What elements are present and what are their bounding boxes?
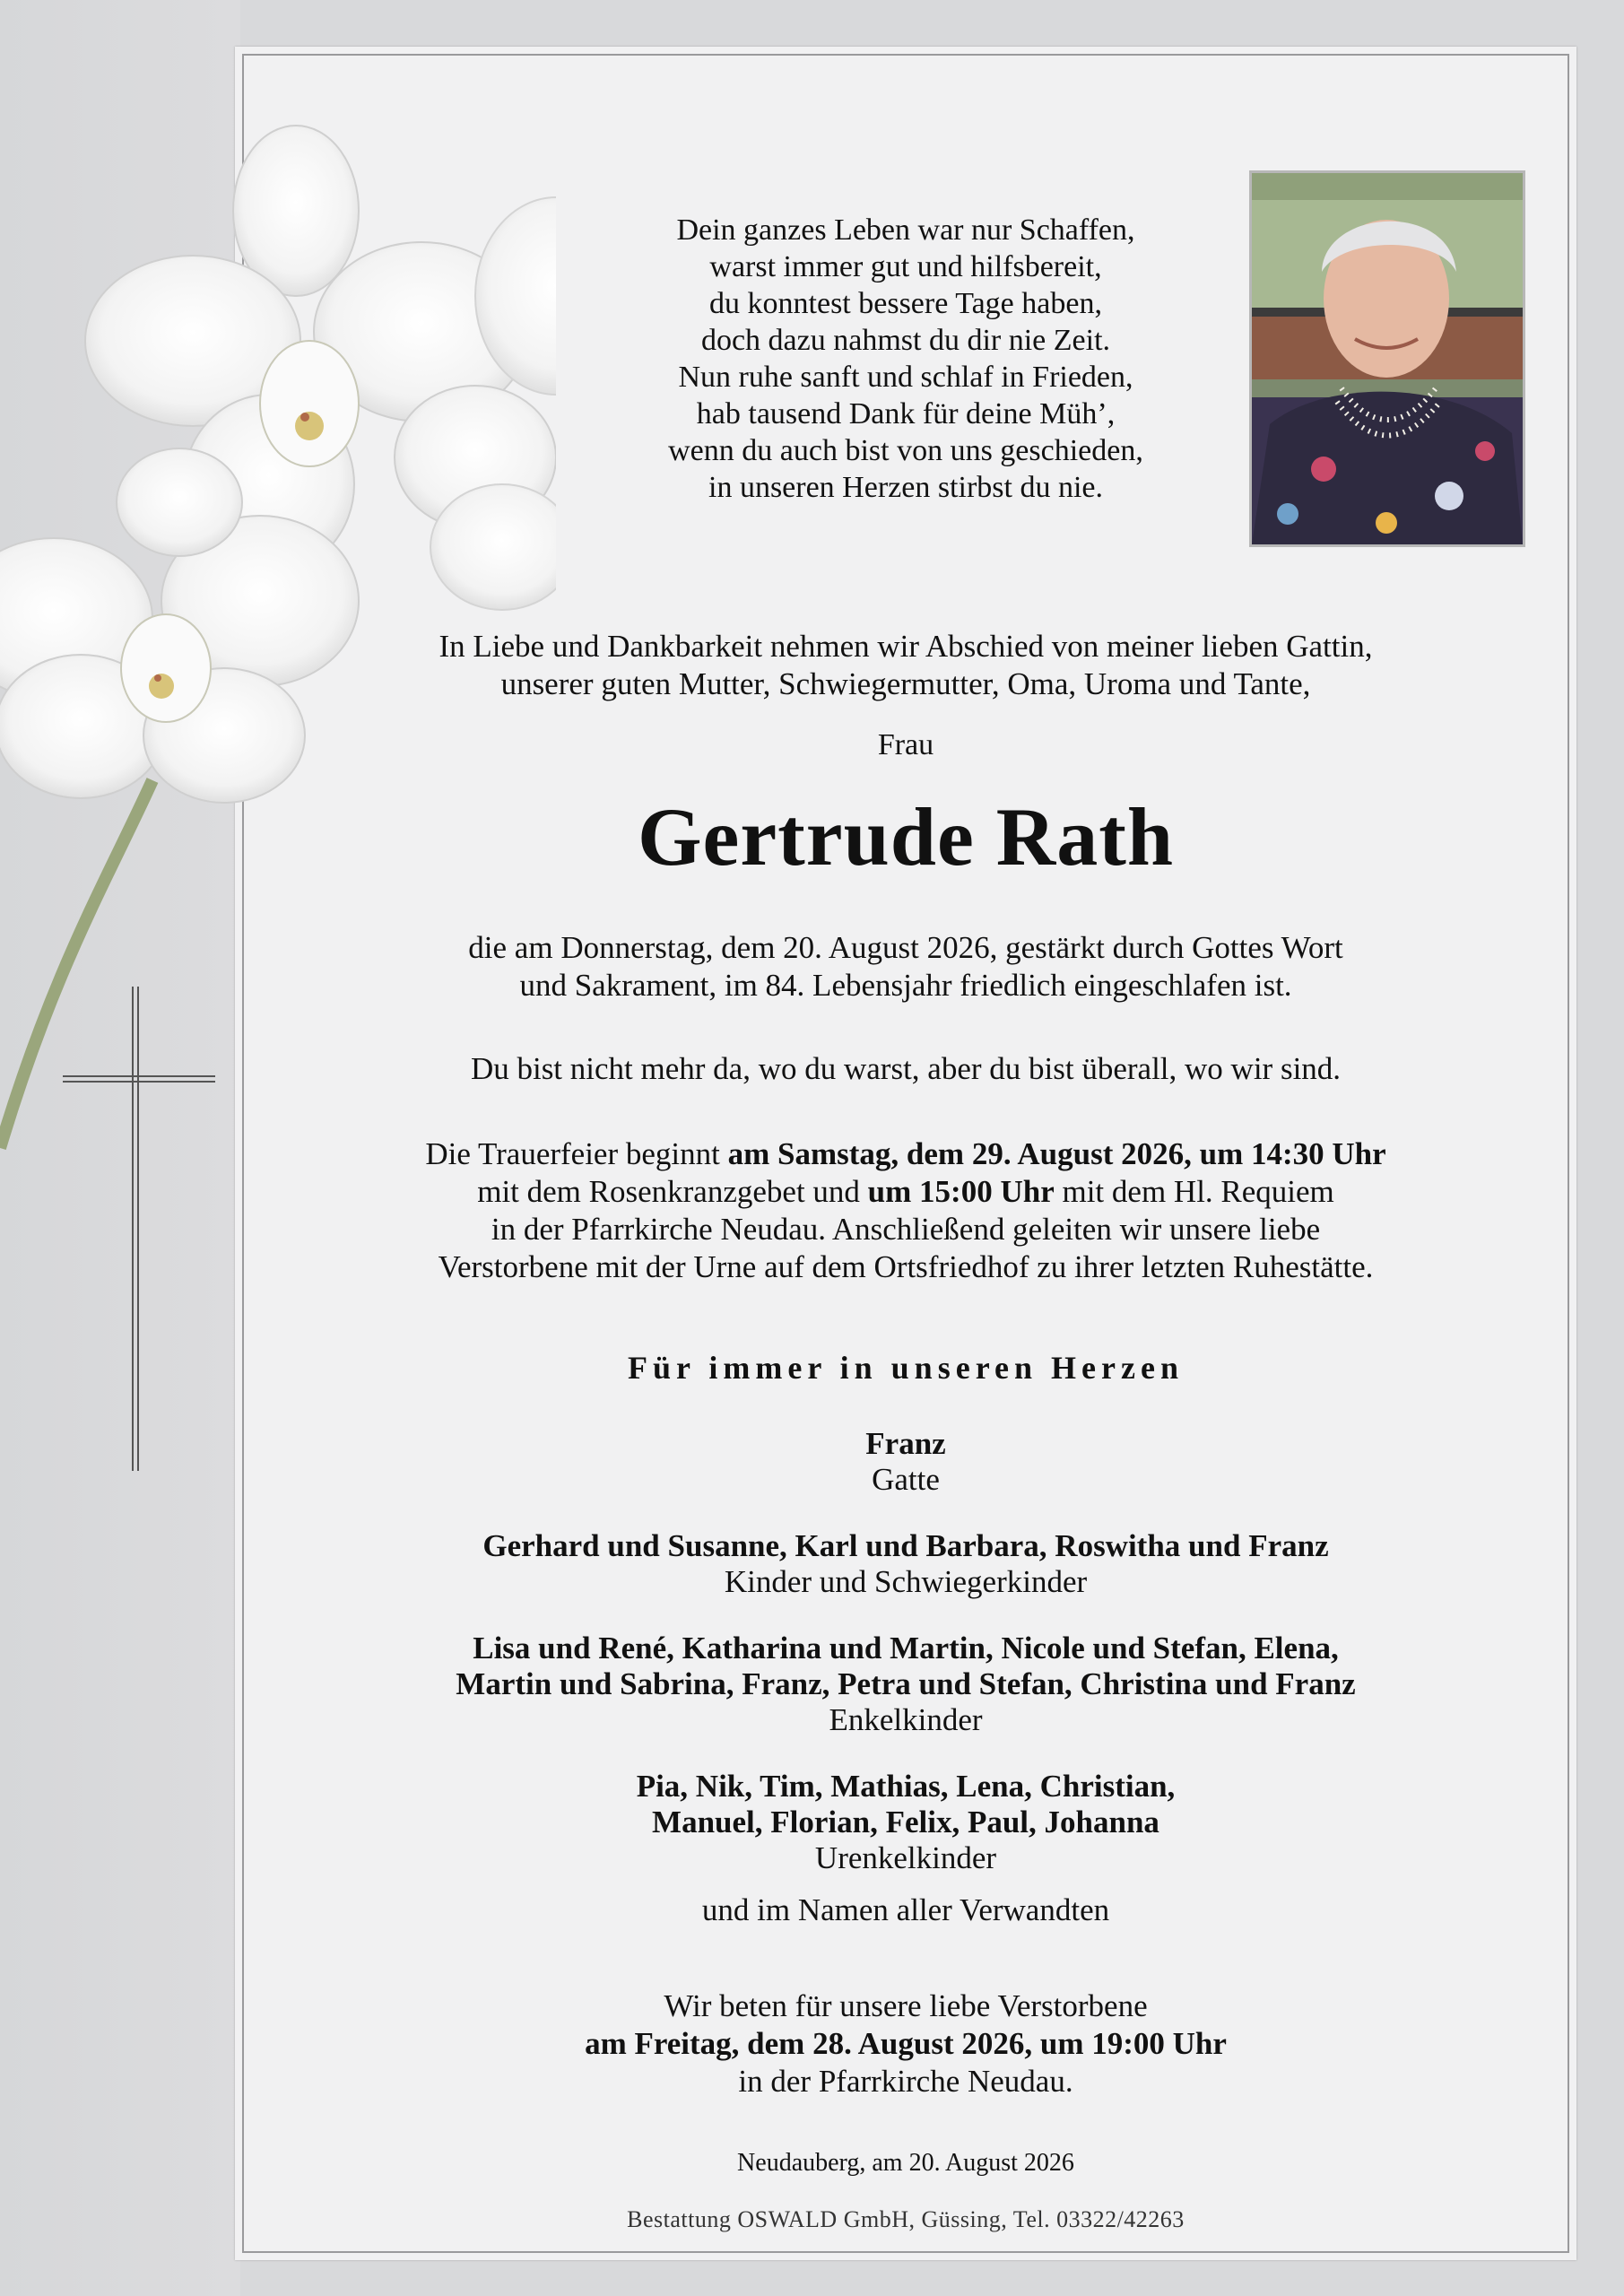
family-group-grandchildren <box>242 1631 1569 1738</box>
poem-line: hab tausend Dank für deine Müh’, <box>696 397 1116 430</box>
poem-line: in unseren Herzen stirbst du nie. <box>708 471 1103 504</box>
prayer-line: in der Pfarrkirche Neudau. <box>738 2064 1073 2099</box>
relatives-line: und im Namen aller Verwandten <box>701 1892 1110 1927</box>
death-line: die am Donnerstag, dem 20. August 2026, gestärkt durch Gottes Wort <box>468 930 1343 965</box>
family-role: Kinder und Schwiegerkinder <box>724 1564 1088 1599</box>
deceased-name: Gertrude Rath <box>637 791 1175 883</box>
prayer-line: Wir beten für unsere liebe Verstorbene <box>664 1988 1148 2023</box>
undertaker-info: Bestattung OSWALD GmbH, Güssing, Tel. 03322/42263 <box>627 2206 1185 2232</box>
family-group-spouse <box>242 1426 1569 1498</box>
farewell-intro <box>242 628 1569 703</box>
service-line-3: in der Pfarrkirche Neudau. Anschließend geleiten wir unsere liebe <box>491 1212 1321 1247</box>
intro-line: unserer guten Mutter, Schwiegermutter, Oma, Uroma und Tante, <box>500 666 1311 701</box>
prayer-date: am Freitag, dem 28. August 2026, um 19:00 Uhr <box>585 2026 1227 2061</box>
poem-line: wenn du auch bist von uns geschieden, <box>668 434 1143 467</box>
family-names: Pia, Nik, Tim, Mathias, Lena, Christian, <box>636 1769 1176 1804</box>
service-line-1: Die Trauerfeier beginnt am Samstag, dem 29. August 2026, um 14:30 Uhr <box>425 1136 1386 1171</box>
family-names: Lisa und René, Katharina und Martin, Nicole und Stefan, Elena, <box>473 1631 1339 1665</box>
family-names: Martin und Sabrina, Franz, Petra und Stefan, Christina und Franz <box>456 1666 1356 1701</box>
poem-line: Nun ruhe sanft und schlaf in Frieden, <box>678 361 1133 394</box>
prayer-info <box>242 1987 1569 2100</box>
family-role: Enkelkinder <box>829 1702 983 1737</box>
poem <box>502 212 1309 506</box>
motto: Für immer in unseren Herzen <box>628 1350 1184 1386</box>
family-names: Manuel, Florian, Felix, Paul, Johanna <box>652 1805 1159 1839</box>
family-role: Gatte <box>872 1462 940 1497</box>
poem-line: doch dazu nahmst du dir nie Zeit. <box>700 324 1111 357</box>
poem-line: du konntest bessere Tage haben, <box>709 287 1102 320</box>
cross-icon <box>63 987 215 1471</box>
poem-line: warst immer gut und hilfsbereit, <box>709 250 1102 283</box>
service-line-2: mit dem Rosenkranzgebet und um 15:00 Uhr mit dem Hl. Requiem <box>477 1174 1334 1209</box>
family-group-great-grandchildren <box>242 1769 1569 1876</box>
family-role: Urenkelkinder <box>814 1840 997 1875</box>
poem-line: Dein ganzes Leben war nur Schaffen, <box>676 213 1135 247</box>
place-date: Neudauberg, am 20. August 2026 <box>737 2149 1074 2177</box>
service-line-4: Verstorbene mit der Urne auf dem Ortsfriedhof zu ihrer letzten Ruhestätte. <box>438 1249 1374 1284</box>
death-notice <box>242 929 1569 1004</box>
family-names: Gerhard und Susanne, Karl und Barbara, Roswitha und Franz <box>482 1528 1329 1563</box>
funeral-service-info <box>242 1135 1569 1286</box>
family-group-children <box>242 1528 1569 1600</box>
family-names: Franz <box>865 1426 946 1461</box>
intro-line: In Liebe und Dankbarkeit nehmen wir Abschied von meiner lieben Gattin, <box>439 629 1373 664</box>
memorial-quote: Du bist nicht mehr da, wo du warst, aber du bist überall, wo wir sind. <box>470 1051 1342 1086</box>
salutation: Frau <box>877 728 934 761</box>
death-line: und Sakrament, im 84. Lebensjahr friedlich eingeschlafen ist. <box>519 968 1292 1003</box>
